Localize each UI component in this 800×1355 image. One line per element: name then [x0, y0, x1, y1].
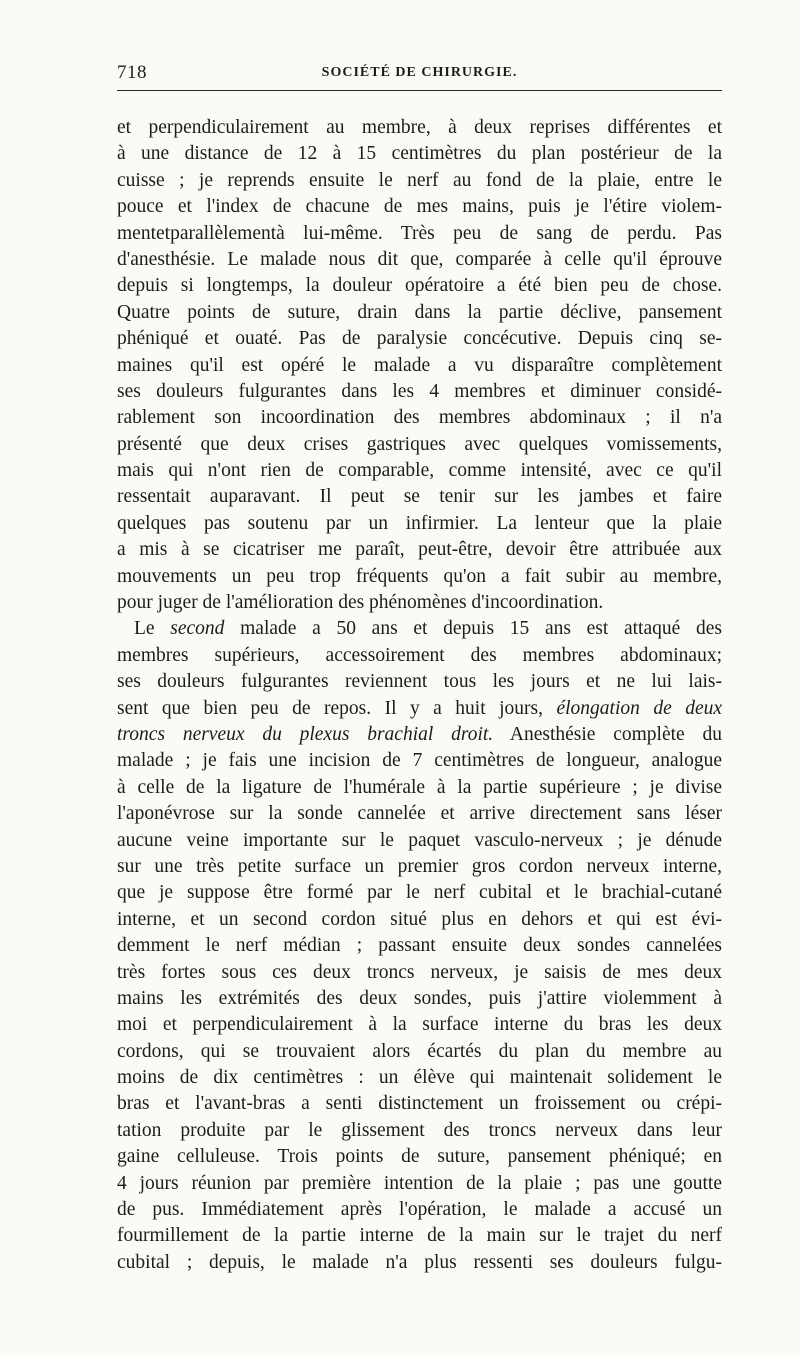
text-segment: phéniqué et ouaté. Pas de paralysie concécutive. Depuis cinq se- — [117, 328, 722, 350]
text-line — [117, 564, 722, 590]
text-segment: mains les extrémités des deux sondes, puis j'attire violemment à — [117, 987, 722, 1009]
text-segment: pour juger de l'amélioration des phénomènes d'incoordination. — [117, 592, 604, 614]
text-segment: cordons, qui se trouvaient alors écartés du plan du membre au — [117, 1040, 722, 1062]
text-line — [117, 748, 722, 774]
text-line — [117, 537, 722, 563]
text-segment: sur une très petite surface un premier gros cordon nerveux interne, — [117, 855, 722, 877]
text-line — [117, 828, 722, 854]
text-segment: a mis à se cicatriser me paraît, peut-être, devoir être attribuée aux — [117, 539, 722, 561]
italic-text: élongation de deux — [556, 697, 723, 719]
text-segment: tation produite par le glissement des troncs nerveux dans leur — [117, 1119, 722, 1141]
text-segment: que je suppose être formé par le nerf cubital et le brachial-cutané — [117, 882, 722, 904]
text-segment: moins de dix centimètres : un élève qui maintenait solidement le — [117, 1067, 722, 1089]
page-header — [117, 60, 722, 91]
text-segment: présenté que deux crises gastriques avec quelques vomissements, — [117, 433, 722, 455]
text-line — [117, 247, 722, 273]
text-segment: membres supérieurs, accessoirement des membres abdominaux; — [117, 644, 722, 666]
italic-text: troncs nerveux du plexus brachial droit. — [117, 723, 494, 745]
text-segment: mais qui n'ont rien de comparable, comme intensité, avec ce qu'il — [117, 460, 722, 482]
text-segment: Anesthésie complète du — [493, 723, 722, 745]
text-line — [117, 1223, 722, 1249]
text-segment: à une distance de 12 à 15 centimètres du plan postérieur de la — [117, 143, 722, 165]
text-segment: interne, et un second cordon situé plus en dehors et qui est évi- — [117, 908, 722, 930]
text-line — [117, 960, 722, 986]
text-segment: sent que bien peu de repos. Il y a huit jours, — [117, 697, 557, 719]
text-segment: gaine celluleuse. Trois points de suture, pansement phéniqué; en — [117, 1146, 722, 1168]
text-line — [117, 775, 722, 801]
text-segment: ses douleurs fulgurantes reviennent tous les jours et ne lui lais- — [117, 671, 722, 693]
text-segment: pouce et l'index de chacune de mes mains, puis je l'étire violem- — [117, 196, 722, 218]
text-line — [117, 326, 722, 352]
text-line — [117, 168, 722, 194]
text-segment: à celle de la ligature de l'humérale à la partie supérieure ; je divise — [117, 776, 722, 798]
text-line — [117, 643, 722, 669]
text-segment: depuis si longtemps, la douleur opératoire a été bien peu de chose. — [117, 275, 722, 297]
text-segment: fourmillement de la partie interne de la main sur le trajet du nerf — [117, 1225, 722, 1247]
text-segment: cuisse ; je reprends ensuite le nerf au fond de la plaie, entre le — [117, 169, 722, 191]
text-segment: maines qu'il est opéré le malade a vu disparaître complètement — [117, 354, 722, 376]
page-number: 718 — [117, 62, 147, 83]
text-line — [117, 1065, 722, 1091]
text-segment: bras et l'avant-bras a senti distinctement un froissement ou crépi- — [117, 1093, 722, 1115]
text-line — [117, 669, 722, 695]
text-line — [117, 933, 722, 959]
text-line — [117, 590, 722, 616]
text-segment: demment le nerf médian ; passant ensuite deux sondes cannelées — [117, 935, 722, 957]
text-line — [117, 379, 722, 405]
text-segment: 4 jours réunion par première intention de la plaie ; pas une goutte — [117, 1172, 722, 1194]
text-segment: aucune veine importante sur le paquet vasculo-nerveux ; je dénude — [117, 829, 722, 851]
text-segment: d'anesthésie. Le malade nous dit que, comparée à celle qu'il éprouve — [117, 248, 722, 270]
text-line — [117, 1197, 722, 1223]
text-line — [117, 1012, 722, 1038]
text-line — [117, 1144, 722, 1170]
text-line — [117, 273, 722, 299]
text-segment: rablement son incoordination des membres abdominaux ; il n'a — [117, 407, 722, 429]
text-line — [117, 405, 722, 431]
text-line — [117, 432, 722, 458]
text-line — [117, 300, 722, 326]
text-line — [117, 194, 722, 220]
text-line — [117, 696, 722, 722]
text-segment: de pus. Immédiatement après l'opération, le malade a accusé un — [117, 1199, 722, 1221]
text-line — [117, 722, 722, 748]
text-segment: ressentait auparavant. Il peut se tenir sur les jambes et faire — [117, 486, 722, 508]
body-text — [117, 115, 722, 1276]
text-line — [117, 1039, 722, 1065]
text-line — [117, 854, 722, 880]
text-line — [117, 1250, 722, 1276]
text-segment: et perpendiculairement au membre, à deux reprises différentes et — [117, 117, 722, 138]
text-line — [117, 353, 722, 379]
text-line — [117, 907, 722, 933]
text-segment: très fortes sous ces deux troncs nerveux, je saisis de mes deux — [117, 961, 722, 983]
text-segment: mouvements un peu trop fréquents qu'on a fait subir au membre, — [117, 565, 722, 587]
text-segment: ses douleurs fulgurantes dans les 4 membres et diminuer considé- — [117, 380, 722, 402]
text-segment: quelques pas soutenu par un infirmier. La lenteur que la plaie — [117, 512, 722, 534]
text-segment: Quatre points de suture, drain dans la partie déclive, pansement — [117, 301, 722, 323]
text-segment: mentetparallèlementà lui-même. Très peu de sang de perdu. Pas — [117, 222, 722, 244]
text-line — [117, 801, 722, 827]
text-segment: malade ; je fais une incision de 7 centimètres de longueur, analogue — [117, 750, 722, 772]
text-line — [117, 1171, 722, 1197]
text-line — [117, 986, 722, 1012]
text-line — [117, 880, 722, 906]
text-line — [117, 484, 722, 510]
text-segment: moi et perpendiculairement à la surface interne du bras les deux — [117, 1014, 722, 1036]
running-head: SOCIÉTÉ DE CHIRURGIE. — [321, 65, 518, 80]
text-line — [117, 1091, 722, 1117]
text-line — [117, 221, 722, 247]
text-line — [117, 1118, 722, 1144]
text-segment: malade a 50 ans et depuis 15 ans est attaqué des — [224, 618, 722, 640]
text-segment: cubital ; depuis, le malade n'a plus ressenti ses douleurs fulgu- — [117, 1251, 722, 1273]
text-segment: l'aponévrose sur la sonde cannelée et arrive directement sans léser — [117, 803, 722, 825]
italic-text: second — [170, 618, 225, 640]
text-segment: Le — [134, 618, 171, 640]
text-line — [117, 511, 722, 537]
text-line — [117, 458, 722, 484]
text-line — [117, 115, 722, 141]
text-line — [117, 616, 722, 642]
text-line — [117, 141, 722, 167]
